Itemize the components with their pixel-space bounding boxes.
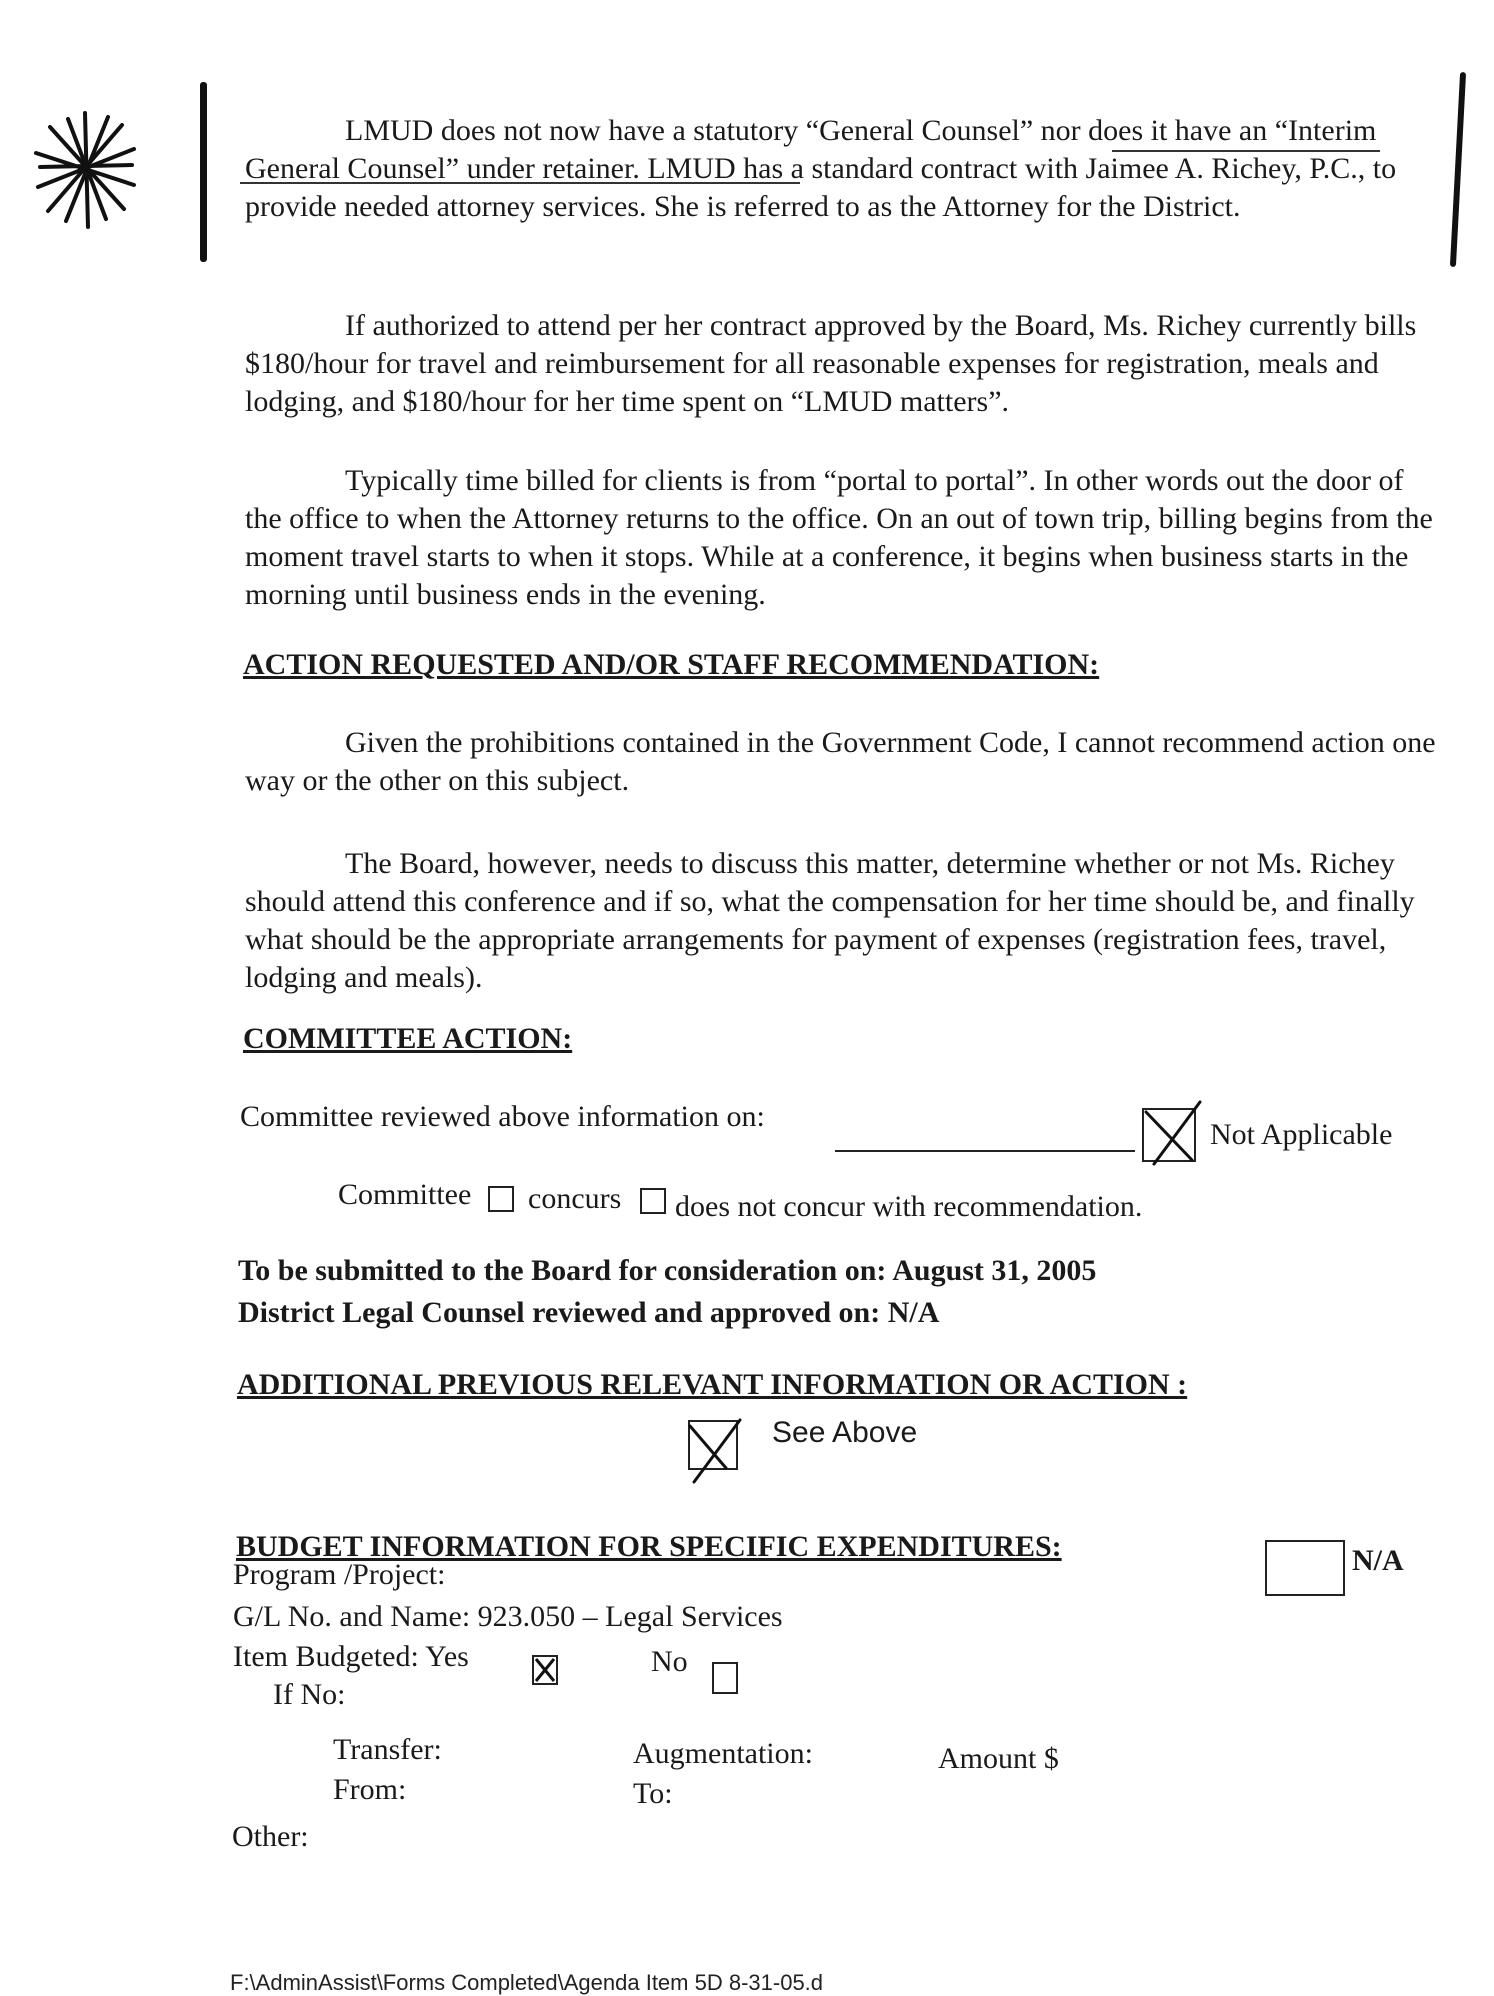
checkbox-x-mark-icon — [680, 1416, 746, 1486]
committee-label: Committee — [338, 1178, 472, 1211]
from-label: From: — [333, 1773, 407, 1806]
heading-committee-action: COMMITTEE ACTION: — [243, 1022, 573, 1055]
checkbox-x-mark-icon — [1136, 1098, 1206, 1168]
paragraph-billing-rate: If authorized to attend per her contract approved by the Board, Ms. Richey currently bills $180/hour for travel and reimbursement for all reasonable expenses for registration, meals and lodging, and $180/hour for her time spent on “LMUD matters”. — [245, 309, 1417, 418]
committee-reviewed-label: Committee reviewed above information on: — [240, 1100, 765, 1133]
see-above-checkbox[interactable] — [688, 1420, 738, 1470]
heading-additional-information: ADDITIONAL PREVIOUS RELEVANT INFORMATION OR ACTION : — [237, 1368, 1188, 1401]
program-project-label: Program /Project: — [233, 1558, 446, 1591]
if-no-label: If No: — [273, 1678, 346, 1711]
heading-budget-information: BUDGET INFORMATION FOR SPECIFIC EXPENDITURES: — [236, 1530, 1062, 1563]
paragraph-general-counsel: LMUD does not now have a statutory “General Counsel” nor does it have an “Interim General Counsel” under retainer. LMUD has a standard contract with Jaimee A. Richey, P.C., to provide needed attorney services. She is referred to as the Attorney for the District. — [245, 114, 1397, 223]
gl-number-label: G/L No. and Name: 923.050 – Legal Services — [233, 1600, 783, 1633]
not-applicable-checkbox[interactable] — [1142, 1108, 1196, 1162]
left-margin-bracket — [200, 82, 207, 262]
concurs-checkbox[interactable] — [488, 1186, 514, 1212]
budgeted-no-checkbox[interactable] — [712, 1662, 738, 1694]
see-above-label: See Above — [772, 1416, 918, 1449]
committee-review-date-field[interactable] — [835, 1150, 1135, 1152]
concurs-label: concurs — [528, 1182, 622, 1215]
does-not-concur-checkbox[interactable] — [640, 1188, 666, 1214]
item-budgeted-label: Item Budgeted: Yes — [233, 1640, 469, 1673]
legal-counsel-approval: District Legal Counsel reviewed and approved on: N/A — [238, 1296, 940, 1329]
handwritten-underline — [240, 182, 800, 184]
transfer-label: Transfer: — [333, 1733, 442, 1766]
budgeted-yes-checkbox[interactable] — [532, 1655, 558, 1685]
amount-label: Amount $ — [938, 1742, 1059, 1775]
right-margin-bracket — [1450, 72, 1466, 267]
board-consideration-date: To be submitted to the Board for consideration on: August 31, 2005 — [238, 1254, 1097, 1287]
not-applicable-label: Not Applicable — [1210, 1118, 1393, 1151]
to-label: To: — [633, 1777, 673, 1810]
augmentation-label: Augmentation: — [633, 1737, 813, 1770]
handwritten-underline — [1112, 150, 1380, 152]
paragraph-recommendation: Given the prohibitions contained in the Government Code, I cannot recommend action one way or the other on this subject. — [245, 726, 1436, 797]
budgeted-no-label: No — [651, 1645, 688, 1678]
file-path-footer: F:\AdminAssist\Forms Completed\Agenda Item 5D 8-31-05.d — [230, 1970, 824, 1995]
asterisk-mark-icon — [30, 105, 140, 235]
checkbox-x-mark-icon — [534, 1657, 556, 1683]
other-label: Other: — [232, 1820, 309, 1853]
budget-na-label: N/A — [1352, 1544, 1404, 1577]
paragraph-board-discussion: The Board, however, needs to discuss this matter, determine whether or not Ms. Richey should attend this conference and if so, what the compensation for her time should be, and finally what should be the appropriate arrangements for payment of expenses (registration fees, travel, lodging and meals). — [245, 847, 1415, 994]
does-not-concur-label: does not concur with recommendation. — [675, 1190, 1143, 1223]
heading-action-requested: ACTION REQUESTED AND/OR STAFF RECOMMENDATION: — [243, 648, 1100, 681]
budget-na-checkbox[interactable] — [1265, 1540, 1345, 1596]
paragraph-portal-to-portal: Typically time billed for clients is from “portal to portal”. In other words out the door of the office to when the Attorney returns to the office. On an out of town trip, billing begins from the moment travel starts to when it stops. While at a conference, it begins when business starts in the morning until business ends in the evening. — [245, 464, 1433, 611]
